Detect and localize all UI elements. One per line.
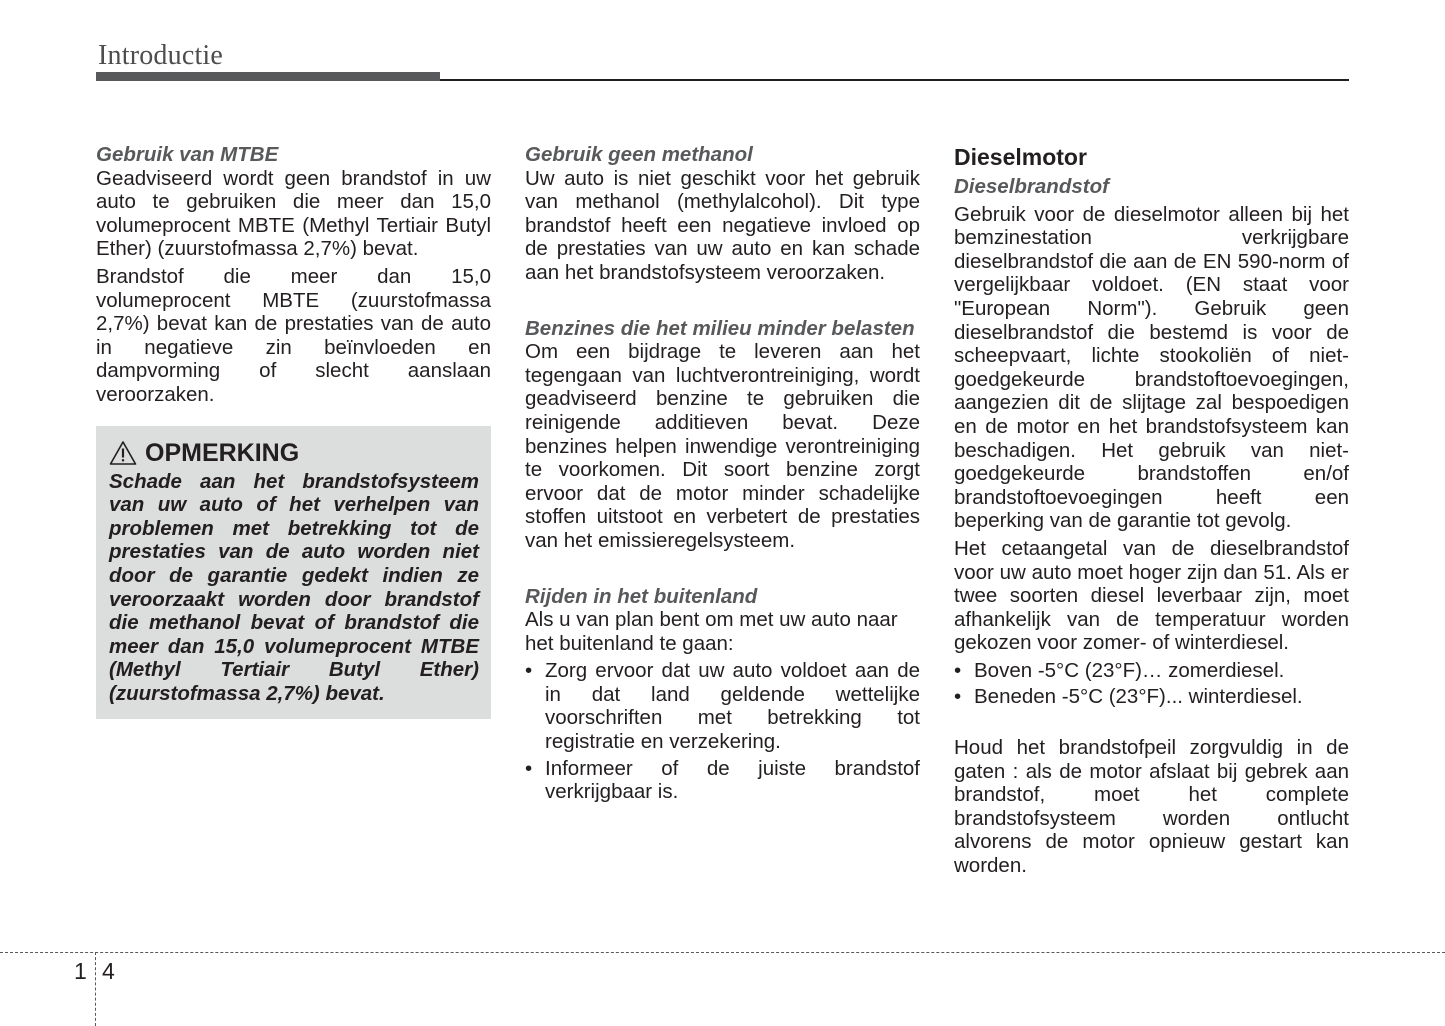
list-item: • Zorg ervoor dat uw auto voldoet aan de in dat land geldende wettelijke voorschriften met betrekking tot registratie en verzekering. (525, 659, 920, 753)
spacer (525, 289, 920, 317)
diesel-paragraph-3: Houd het brandstofpeil zorgvuldig in de gaten : als de motor afslaat bij gebrek aan brandstof, moet het complete brandstofsysteem worden ontlucht alvorens de motor opnieuw gestart kan worden. (954, 736, 1349, 878)
buitenland-heading: Rijden in het buitenland (525, 584, 758, 608)
list-item: • Boven -5°C (23°F)… zomerdiesel. (954, 659, 1349, 683)
spacer (954, 712, 1349, 736)
mtbe-heading: Gebruik van MTBE (96, 143, 279, 166)
header-rule (440, 79, 1349, 81)
list-item: • Beneden -5°C (23°F)... winterdiesel. (954, 685, 1349, 709)
benzines-heading: Benzines die het milieu minder belasten (525, 316, 915, 340)
buitenland-paragraph: Als u van plan bent om met uw auto naar het buitenland te gaan: (525, 608, 898, 655)
mtbe-paragraph-2: Brandstof die meer dan 15,0 volumeprocent MBTE (zuurstofmassa 2,7%) bevat kan de prestaties van de auto in negatieve zin beïnvloeden en dampvorming of slecht aanslaan veroorzaken. (96, 264, 491, 406)
diesel-heading: Dieselmotor (954, 144, 1087, 170)
page-number: 4 (102, 958, 115, 984)
methanol-paragraph: Uw auto is niet geschikt voor het gebruik van methanol (methylalcohol). Dit type brandstof heeft een negatieve invloed op de prestaties van uw auto en kan schade aan het brandstofsysteem veroorzaken. (525, 166, 920, 284)
footer-dashed-rule (0, 952, 1445, 953)
dieselbrandstof-heading: Dieselbrandstof (954, 175, 1109, 198)
note-title: OPMERKING (145, 438, 300, 467)
header-bar-thick (96, 72, 440, 81)
column-middle (525, 143, 920, 807)
column-right (954, 143, 1349, 882)
diesel-temperature-list (954, 659, 1349, 709)
page-section-title: Introductie (98, 40, 224, 71)
diesel-paragraph-1: Gebruik voor de dieselmotor alleen bij het bemzinestation verkrijgbare dieselbrandstof die aan de EN 590-norm of vergelijkbaar voldoet. (EN staat voor "European Norm"). Gebruik geen dieselbrandstof die bestemd is voor de scheepvaart, lichte stookoliën of niet-goedgekeurde brandstoftoevoegingen, aangezien dit de slijtage zal bespoedigen en de motor en het brandstofsysteem kan beschadigen. Het gebruik van niet-goedgekeurde brandstoffen en/of brandstoftoevoegingen heeft een beperking van de garantie tot gevolg. (954, 202, 1349, 533)
warning-triangle-icon (109, 440, 137, 466)
benzines-paragraph: Om een bijdrage te leveren aan het tegengaan van luchtverontreiniging, wordt geadviseerd benzine te gebruiken die reinigende additieven bevat. Deze benzines helpen inwendige verontreiniging te voorkomen. Dit soort benzine zorgt ervoor dat de motor minder schadelijke stoffen uitstoot en verbetert de prestaties van het emissieregelsysteem. (525, 340, 920, 552)
note-box (96, 426, 491, 720)
footer-dashed-divider (95, 952, 96, 1026)
column-left (96, 143, 491, 719)
buitenland-list (525, 659, 920, 804)
methanol-heading: Gebruik geen methanol (525, 143, 753, 166)
mtbe-paragraph-1: Geadviseerd wordt geen brandstof in uw auto te gebruiken die meer dan 15,0 volumeprocent MBTE (Methyl Tertiair Butyl Ether) (zuurstofmassa 2,7%) bevat. (96, 166, 491, 261)
spacer (525, 557, 920, 585)
note-text: Schade aan het brandstofsysteem van uw auto of het verhelpen van problemen met betrekking tot de prestaties van de auto worden niet door de garantie gedekt indien ze veroorzaakt worden door brandstof die methanol bevat of brandstof die meer dan 15,0 volumeprocent MTBE (Methyl Tertiair Butyl Ether) (zuurstofmassa 2,7%) bevat. (109, 469, 479, 705)
note-title-row (109, 438, 479, 468)
diesel-paragraph-2: Het cetaangetal van de dieselbrandstof voor uw auto moet hoger zijn dan 51. Als er twee soorten diesel leverbaar zijn, moet afhankelijk van de temperatuur worden gekozen voor zomer- of winterdiesel. (954, 536, 1349, 655)
chapter-number: 1 (74, 958, 87, 984)
list-item: • Informeer of de juiste brandstof verkrijgbaar is. (525, 757, 920, 804)
